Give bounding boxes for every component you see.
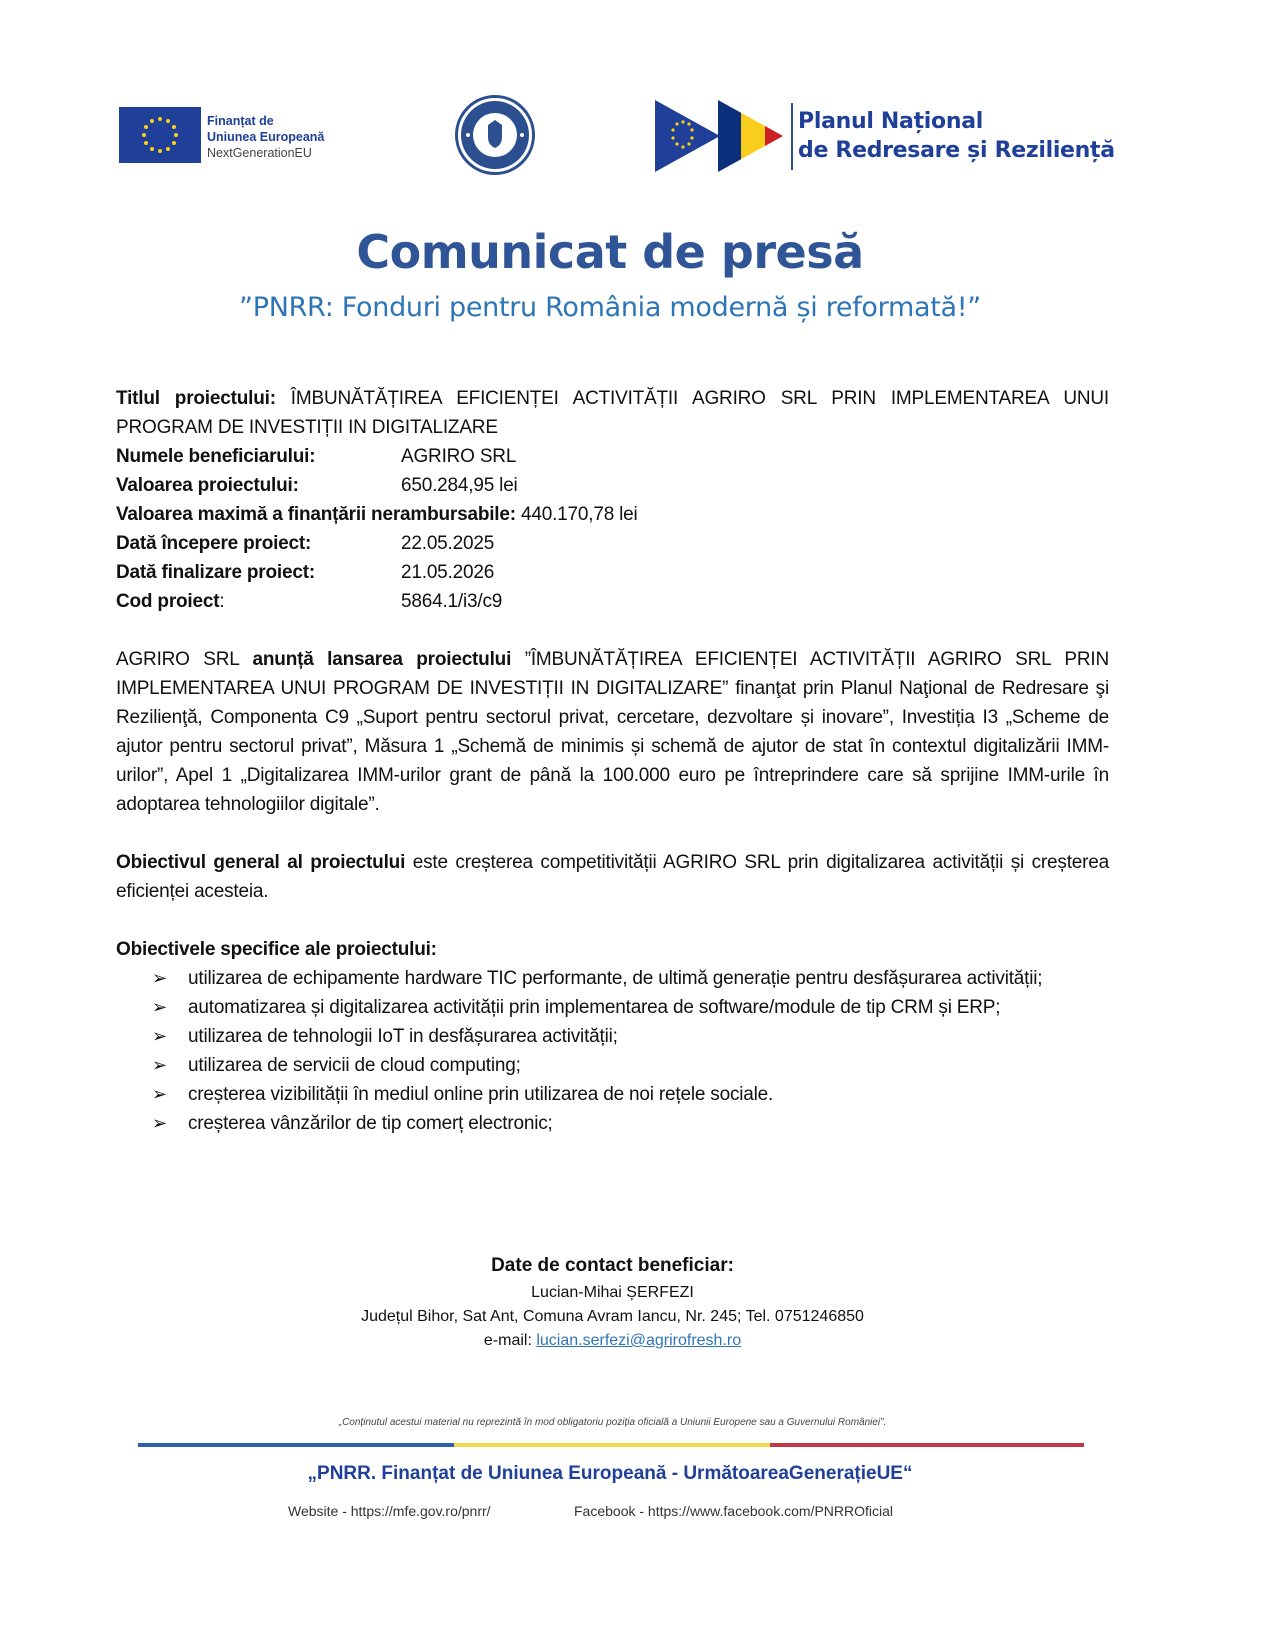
field-value: AGRIRO SRL [401,446,517,467]
pnrr-logo-line1: Planul Național [798,109,984,134]
pnrr-logo-text [798,107,1115,165]
specific-objectives [116,935,1109,1138]
eu-logo-line3: NextGenerationEU [207,146,312,160]
announcement-bold: anunță lansarea proiectului [252,649,512,670]
announcement-paragraph [116,645,1109,819]
arrowhead-bullet-icon: ➢ [152,1084,167,1104]
contact-block [0,1255,1225,1353]
list-item [116,964,1109,993]
objectives-list [116,964,1109,1138]
list-item [116,1022,1109,1051]
specific-objectives-heading: Obiectivele specifice ale proiectului: [116,939,437,960]
field-label-suffix: : [219,591,225,612]
contact-email-line [0,1329,1225,1353]
contact-address: Județul Bihor, Sat Ant, Comuna Avram Iancu, Nr. 245; Tel. 0751246850 [361,1308,864,1325]
project-title-label: Titlul proiectului: [116,388,276,409]
field-value: 5864.1/i3/c9 [401,591,503,612]
pnrr-logo-line2: de Redresare și Reziliență [798,138,1115,163]
field-project-value [116,471,1109,500]
field-project-code [116,587,1109,616]
field-label: Dată finalizare proiect: [116,562,315,583]
general-objective-label: Obiectivul general al proiectului [116,852,406,873]
footer-website-link[interactable]: Website - https://mfe.gov.ro/pnrr/ [288,1503,491,1519]
field-label: Numele beneficiarului: [116,446,316,467]
contact-heading: Date de contact beneficiar: [491,1255,734,1276]
eu-flag-icon [119,107,201,163]
list-item-text: utilizarea de echipamente hardware TIC performante, de ultimă generație pentru desfășurarea activității; [188,968,1043,989]
general-objective-text: este creșterea competitivității AGRIRO SRL prin digitalizarea activității și creșterea eficienței acesteia. [116,852,1110,902]
eu-funding-logo-text [207,113,324,161]
project-title-value: ÎMBUNĂTĂȚIREA EFICIENȚEI ACTIVITĂȚII AGRIRO SRL PRIN IMPLEMENTAREA UNUI PROGRAM DE INVESTIȚII IN DIGITALIZARE [116,388,1109,438]
guvernul-romaniei-seal-icon [455,95,535,175]
list-item [116,1051,1109,1080]
arrowhead-bullet-icon: ➢ [152,1026,167,1046]
list-item [116,1109,1109,1138]
list-item-text: automatizarea și digitalizarea activității prin implementarea de software/module de tip CRM și ERP; [188,997,1001,1018]
eu-logo-line1: Finanțat de [207,114,274,128]
field-label-wrap [116,587,401,616]
arrowhead-bullet-icon: ➢ [152,1113,167,1133]
arrowhead-bullet-icon: ➢ [152,968,167,988]
footer-slogan: „PNRR. Finanțat de Uniunea Europeană - UrmătoareaGenerațieUE“ [307,1463,913,1484]
list-item-text: utilizarea de servicii de cloud computing; [188,1055,521,1076]
page-subtitle: ”PNRR: Fonduri pentru România modernă și reformată!” [239,292,981,323]
general-objective-paragraph [116,848,1109,906]
announcement-lead: AGRIRO SRL [116,649,253,670]
field-value: 440.170,78 lei [520,504,638,525]
field-value: 21.05.2026 [401,562,495,583]
list-item [116,1080,1109,1109]
project-title [116,384,1109,442]
contact-email-link[interactable]: lucian.serfezi@agrirofresh.ro [536,1332,742,1349]
list-item-text: creșterea vizibilității în mediul online prin utilizarea de noi rețele sociale. [188,1084,774,1105]
footer-disclaimer: „Conținutul acestui material nu reprezintă în mod obligatoriu poziția oficială a Uniunii Europene sau a Guvernului României”. [338,1417,887,1428]
footer-stripe-blue [138,1443,454,1447]
field-start-date [116,529,1109,558]
field-max-funding [116,500,1109,529]
contact-email-label: e-mail: [483,1332,537,1349]
list-item-text: utilizarea de tehnologii IoT in desfășurarea activității; [188,1026,618,1047]
footer-facebook-link[interactable]: Facebook - https://www.facebook.com/PNRROficial [574,1503,894,1519]
pnrr-logo-divider [791,103,793,170]
field-end-date [116,558,1109,587]
field-label: Valoarea maximă a finanțării nerambursabile: [116,504,516,525]
contact-name: Lucian-Mihai ȘERFEZI [531,1284,694,1301]
field-label: Dată începere proiect: [116,533,312,554]
eu-logo-line2: Uniunea Europeană [207,130,325,144]
announcement-text: ”ÎMBUNĂTĂȚIREA EFICIENȚEI ACTIVITĂȚII AGRIRO SRL PRIN IMPLEMENTAREA UNUI PROGRAM DE INVESTIȚII IN DIGITALIZARE” finanţat prin Planul Naţional de Redresare şi Rezilienţă, Componenta C9 „Suport pentru sectorul privat, cercetare, dezvoltare și inovare”, Investiția I3 „Scheme de ajutor pentru sectorul privat”, Măsura 1 „Schemă de minimis și schemă de ajutor de stat în contextul digitalizării IMM-urilor”, Apel 1 „Digitalizarea IMM-urilor grant de până la 100.000 euro pe întreprindere care să sprijine IMM-urile în adoptarea tehnologiilor digitale”. [116,649,1109,815]
footer-stripe-red [770,1443,1084,1447]
field-label: Valoarea proiectului: [116,475,299,496]
list-item-text: creșterea vânzărilor de tip comerț electronic; [188,1113,553,1134]
arrowhead-bullet-icon: ➢ [152,997,167,1017]
footer-stripe-yellow [454,1443,770,1447]
page-title: Comunicat de presă [356,225,864,279]
field-beneficiary [116,442,1109,471]
project-info [116,384,1109,616]
list-item [116,993,1109,1022]
field-value: 22.05.2025 [401,533,495,554]
pnrr-arrows-icon [655,100,790,172]
arrowhead-bullet-icon: ➢ [152,1055,167,1075]
field-value: 650.284,95 lei [401,475,518,496]
field-label: Cod proiect [116,591,220,612]
